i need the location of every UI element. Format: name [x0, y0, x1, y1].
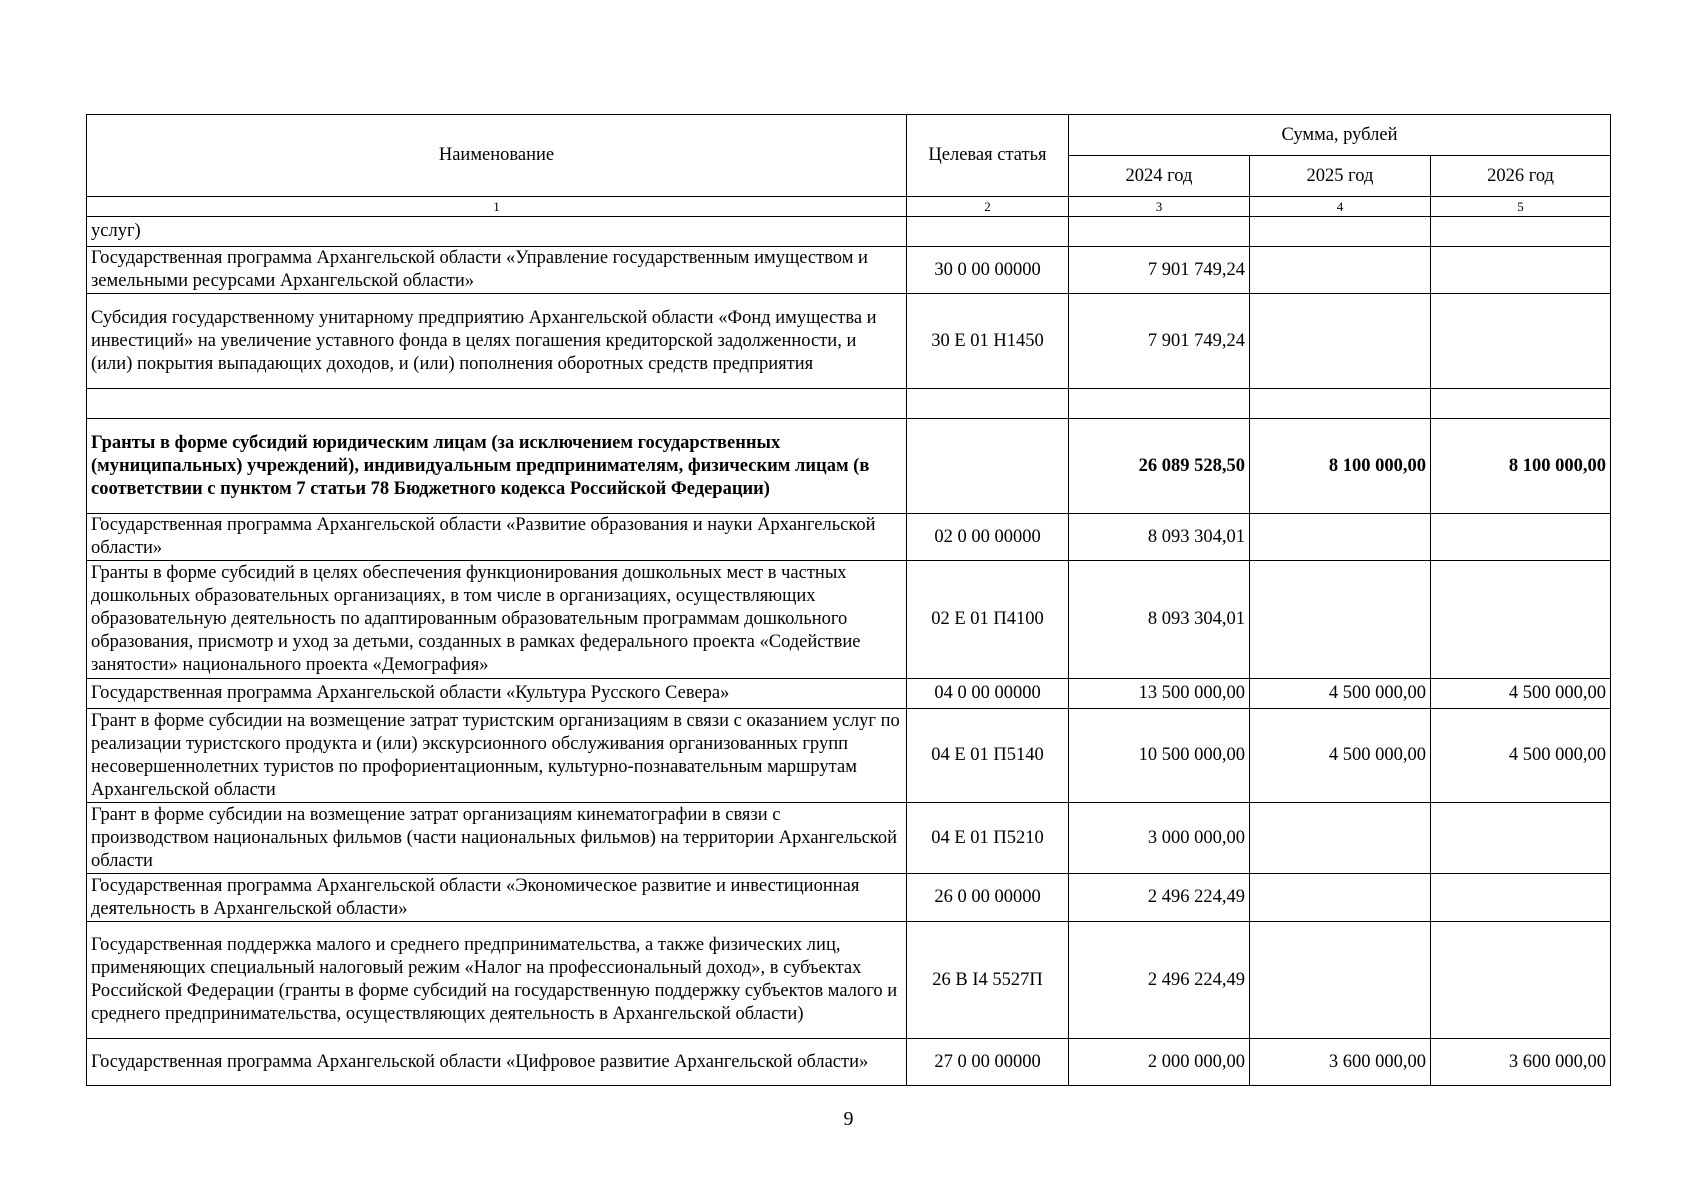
row-amount-2024: 8 093 304,01: [1069, 561, 1250, 679]
table-row-total: [87, 419, 1611, 514]
row-name: Грант в форме субсидии на возмещение затрат организациям кинематографии в связи с производством национальных фильмов (части национальных фильмов) на территории Архангельской области: [87, 803, 907, 874]
row-amount-2025: 4 500 000,00: [1250, 709, 1431, 803]
column-number: 4: [1250, 197, 1431, 217]
row-amount-2024: 7 901 749,24: [1069, 294, 1250, 389]
table-row: [87, 294, 1611, 389]
header-year-2024: 2024 год: [1069, 156, 1250, 197]
row-amount-2026: [1431, 514, 1611, 561]
table-row: [87, 561, 1611, 679]
column-number: 1: [87, 197, 907, 217]
row-code: 27 0 00 00000: [907, 1039, 1069, 1086]
row-code: [907, 419, 1069, 514]
row-code: 02 Е 01 П4100: [907, 561, 1069, 679]
row-amount-2025: [1250, 514, 1431, 561]
row-amount-2024: 2 496 224,49: [1069, 874, 1250, 922]
row-amount-2025: [1250, 874, 1431, 922]
row-amount-2025: 4 500 000,00: [1250, 679, 1431, 709]
table-header-row: [87, 115, 1611, 156]
row-amount-2025: [1250, 247, 1431, 294]
page-number: 9: [843, 1108, 854, 1130]
row-name: Субсидия государственному унитарному предприятию Архангельской области «Фонд имущества и инвестиций» на увеличение уставного фонда в целях погашения кредиторской задолженности, и (или) покрытия выпадающих доходов, и (или) пополнения оборотных средств предприятия: [87, 294, 907, 389]
row-code: 30 0 00 00000: [907, 247, 1069, 294]
table-row: [87, 679, 1611, 709]
row-code: 26 В I4 5527П: [907, 922, 1069, 1039]
row-name: Гранты в форме субсидий юридическим лицам (за исключением государственных (муниципальных) учреждений), индивидуальным предпринимателям, физическим лицам (в соответствии с пунктом 7 статьи 78 Бюджетного кодекса Российской Федерации): [87, 419, 907, 514]
column-number: 2: [907, 197, 1069, 217]
row-code: [907, 389, 1069, 419]
row-amount-2024: 3 000 000,00: [1069, 803, 1250, 874]
row-amount-2026: [1431, 874, 1611, 922]
row-name: Грант в форме субсидии на возмещение затрат туристским организациям в связи с оказанием услуг по реализации туристского продукта и (или) экскурсионного обслуживания организованных групп несовершеннолетних туристов по профориентационным, культурно-познавательным маршрутам Архангельской области: [87, 709, 907, 803]
row-amount-2026: [1431, 803, 1611, 874]
table-row: [87, 874, 1611, 922]
table-row: [87, 217, 1611, 247]
row-name: Государственная программа Архангельской области «Развитие образования и науки Архангельской области»: [87, 514, 907, 561]
row-amount-2025: [1250, 922, 1431, 1039]
table-row: [87, 922, 1611, 1039]
row-code: 30 Е 01 Н1450: [907, 294, 1069, 389]
row-amount-2024: 8 093 304,01: [1069, 514, 1250, 561]
header-year-2025: 2025 год: [1250, 156, 1431, 197]
row-amount-2026: [1431, 561, 1611, 679]
header-name: Наименование: [87, 115, 907, 197]
row-amount-2025: 8 100 000,00: [1250, 419, 1431, 514]
row-name: услуг): [87, 217, 907, 247]
row-code: [907, 217, 1069, 247]
header-code: Целевая статья: [907, 115, 1069, 197]
row-amount-2026: [1431, 922, 1611, 1039]
row-amount-2026: 8 100 000,00: [1431, 419, 1611, 514]
row-amount-2025: [1250, 561, 1431, 679]
row-amount-2026: 4 500 000,00: [1431, 679, 1611, 709]
row-name: Государственная программа Архангельской области «Экономическое развитие и инвестиционная деятельность в Архангельской области»: [87, 874, 907, 922]
column-number: 3: [1069, 197, 1250, 217]
row-amount-2025: [1250, 803, 1431, 874]
table-row: [87, 709, 1611, 803]
row-amount-2025: 3 600 000,00: [1250, 1039, 1431, 1086]
row-code: 26 0 00 00000: [907, 874, 1069, 922]
row-amount-2024: 13 500 000,00: [1069, 679, 1250, 709]
row-code: 04 Е 01 П5140: [907, 709, 1069, 803]
table-row: [87, 1039, 1611, 1086]
row-amount-2024: [1069, 389, 1250, 419]
header-year-2026: 2026 год: [1431, 156, 1611, 197]
row-name: [87, 389, 907, 419]
row-code: 04 0 00 00000: [907, 679, 1069, 709]
row-code: 04 Е 01 П5210: [907, 803, 1069, 874]
row-name: Государственная программа Архангельской области «Цифровое развитие Архангельской области»: [87, 1039, 907, 1086]
table-row: [87, 514, 1611, 561]
table-row-empty: [87, 389, 1611, 419]
row-amount-2024: [1069, 217, 1250, 247]
row-amount-2026: 3 600 000,00: [1431, 1039, 1611, 1086]
row-amount-2025: [1250, 294, 1431, 389]
row-amount-2025: [1250, 389, 1431, 419]
row-amount-2024: 10 500 000,00: [1069, 709, 1250, 803]
row-amount-2026: 4 500 000,00: [1431, 709, 1611, 803]
row-amount-2024: 2 496 224,49: [1069, 922, 1250, 1039]
row-amount-2026: [1431, 389, 1611, 419]
row-code: 02 0 00 00000: [907, 514, 1069, 561]
column-number: 5: [1431, 197, 1611, 217]
row-name: Гранты в форме субсидий в целях обеспечения функционирования дошкольных мест в частных дошкольных образовательных организациях, в том числе в организациях, осуществляющих образовательную деятельность по адаптированным образовательным программам дошкольного образования, присмотр и уход за детьми, созданных в рамках федерального проекта «Содействие занятости» национального проекта «Демография»: [87, 561, 907, 679]
row-amount-2026: [1431, 294, 1611, 389]
row-amount-2025: [1250, 217, 1431, 247]
row-name: Государственная программа Архангельской области «Культура Русского Севера»: [87, 679, 907, 709]
table-row: [87, 247, 1611, 294]
row-amount-2024: 2 000 000,00: [1069, 1039, 1250, 1086]
row-name: Государственная программа Архангельской области «Управление государственным имуществом и земельными ресурсами Архангельской области»: [87, 247, 907, 294]
row-amount-2026: [1431, 217, 1611, 247]
budget-table: [86, 114, 1611, 1086]
row-amount-2024: 7 901 749,24: [1069, 247, 1250, 294]
row-name: Государственная поддержка малого и среднего предпринимательства, а также физических лиц, применяющих специальный налоговый режим «Налог на профессиональный доход», в субъектах Российской Федерации (гранты в форме субсидий на государственную поддержку субъектов малого и среднего предпринимательства, осуществляющих деятельность в Архангельской области): [87, 922, 907, 1039]
column-numbers-row: [87, 197, 1611, 217]
row-amount-2026: [1431, 247, 1611, 294]
row-amount-2024: 26 089 528,50: [1069, 419, 1250, 514]
table-row: [87, 803, 1611, 874]
header-sum: Сумма, рублей: [1069, 115, 1611, 156]
